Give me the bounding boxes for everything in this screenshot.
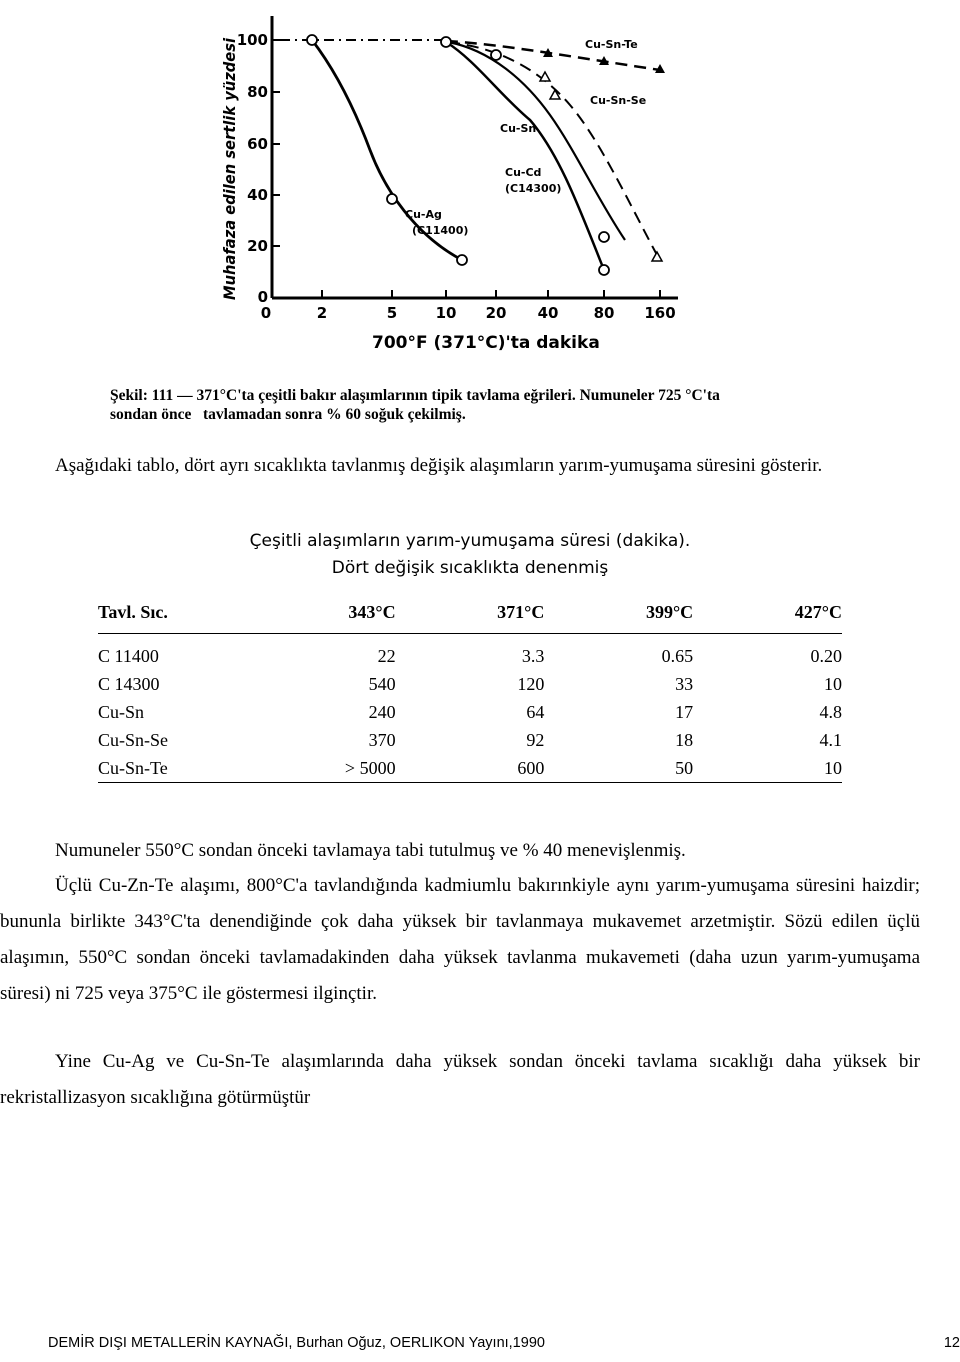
table-row: [98, 634, 842, 671]
x-tick-label: 80: [593, 304, 615, 322]
table-title-line-1: Çeşitli alaşımların yarım-yumuşama süresi (dakika).: [249, 531, 691, 551]
cell-value: 4.8: [819, 701, 842, 722]
y-tick-label: 20: [247, 237, 268, 255]
intro-paragraph: Aşağıdaki tablo, dört ayrı sıcaklıkta tavlanmış değişik alaşımların yarım-yumuşama süresini gösterir.: [55, 455, 823, 476]
y-axis-title: Muhafaza edilen sertlik yüzdesi: [220, 14, 239, 300]
cell-value: 18: [675, 729, 694, 750]
table-row: [98, 698, 842, 726]
cell-value: 4.1: [819, 729, 842, 750]
cell-value: 3.3: [521, 645, 545, 666]
cell-alloy: Cu-Sn: [98, 701, 145, 722]
cell-alloy: Cu-Sn-Se: [98, 729, 169, 750]
x-tick-label: 0: [260, 304, 272, 322]
page-footer: [48, 1335, 960, 1351]
half-softening-table: [98, 528, 842, 803]
cell-value: 10: [824, 673, 842, 694]
marker-cu-cd: [599, 232, 609, 242]
x-tick-label: 5: [386, 304, 398, 322]
table-header-row: [98, 602, 842, 634]
cell-value: > 5000: [344, 757, 396, 778]
caption-line-1: Şekil: 111 — 371°C'ta çeşitli bakır alaşımlarının tipik tavlama eğrileri. Numuneler 725 °C'ta: [110, 387, 720, 404]
marker-cu-sn-se: [652, 252, 662, 261]
cell-value: 64: [526, 701, 545, 722]
cell-value: 92: [526, 729, 545, 750]
marker-start: [441, 37, 451, 47]
body-paragraph-2: Yine Cu-Ag ve Cu-Sn-Te alaşımlarında daha yüksek sondan önceki tavlama sıcaklığı daha yüksek bir rekristallizasyon sıcaklığına götürmüştür: [0, 1051, 920, 1108]
marker-cu-ag: [457, 255, 467, 265]
table-title-line-2: Dört değişik sıcaklıkta denenmiş: [331, 558, 609, 578]
cell-value: 10: [824, 757, 842, 778]
curve-cu-cd: [446, 42, 604, 270]
y-tick-label: 0: [257, 288, 268, 306]
cell-value: 120: [517, 673, 545, 694]
marker-cu-cd: [491, 50, 501, 60]
x-tick-label: 10: [435, 304, 457, 322]
annealing-curves-figure: [200, 0, 700, 370]
cell-value: 240: [368, 701, 396, 722]
x-tick-label: 40: [537, 304, 559, 322]
x-tick-label: 160: [644, 304, 676, 322]
label-cu-sn-te: Cu-Sn-Te: [585, 38, 638, 51]
marker-cu-sn-se: [540, 72, 550, 81]
label-cu-sn-se: Cu-Sn-Se: [590, 94, 647, 107]
label-cu-ag: Cu-Ag: [405, 208, 442, 221]
marker-cu-cd: [599, 265, 609, 275]
label-cu-ag-code: (C11400): [412, 224, 469, 237]
cell-alloy: C 14300: [98, 673, 160, 694]
body-paragraph-1: Üçlü Cu-Zn-Te alaşımı, 800°C'a tavlandığında kadmiumlu bakırınkiyle aynı yarım-yumuşama süresini haizdir; bununla birlikte 343°C'ta denendiğinde çok daha yüksek bir tavlanmaya mukavemet arzetmiştir. Sözü edilen üçlü alaşımın, 550°C sondan önceki tavlamadakinden daha yüksek tavlanma mukavemeti (daha uzun yarım-yumuşama süresi) ni 725 veya 375°C ile göstermesi ilginçtir.: [0, 875, 920, 1004]
cell-alloy: Cu-Sn-Te: [98, 757, 168, 778]
label-cu-cd: Cu-Cd: [505, 166, 542, 179]
table-row: [98, 670, 842, 698]
label-cu-sn: Cu-Sn: [500, 122, 537, 135]
footer-text: DEMİR DIŞI METALLERİN KAYNAĞI, Burhan Oğuz, OERLIKON Yayını,1990: [48, 1335, 545, 1351]
cell-value: 600: [517, 757, 545, 778]
cell-value: 33: [675, 673, 694, 694]
table-row: [98, 754, 842, 783]
caption-line-2: sondan önce tavlamadan sonra % 60 soğuk çekilmiş.: [110, 406, 466, 423]
x-tick-label: 2: [316, 304, 328, 322]
page-number: 12: [943, 1335, 960, 1351]
x-axis-title: 700°F (371°C)'ta dakika: [372, 333, 600, 353]
cell-value: 22: [377, 645, 396, 666]
y-tick-label: 60: [247, 135, 268, 153]
table-bottom-rule: [98, 783, 842, 804]
y-tick-label: 80: [247, 83, 268, 101]
cell-value: 0.65: [661, 645, 694, 666]
label-cu-cd-code: (C14300): [505, 182, 562, 195]
marker-cu-ag: [387, 194, 397, 204]
y-tick-label: 100: [236, 31, 268, 49]
header-cell: Tavl. Sıc.: [98, 602, 262, 634]
table-row: [98, 726, 842, 754]
header-cell: 343°C: [262, 602, 396, 634]
x-tick-label: 20: [485, 304, 507, 322]
cell-value: 540: [368, 673, 396, 694]
figure-svg: [200, 0, 700, 370]
header-cell: 399°C: [544, 602, 693, 634]
curve-cu-sn: [448, 42, 625, 240]
table-note: Numuneler 550°C sondan önceki tavlamaya tabi tutulmuş ve % 40 menevişlenmiş.: [55, 840, 686, 861]
cell-alloy: C 11400: [98, 645, 159, 666]
cell-value: 17: [675, 701, 694, 722]
cell-value: 50: [675, 757, 694, 778]
cell-value: 0.20: [810, 645, 842, 666]
marker-cu-ag: [307, 35, 317, 45]
curve-cu-sn-se: [448, 42, 657, 255]
table-grid: [98, 602, 842, 803]
cell-value: 370: [368, 729, 396, 750]
y-tick-label: 40: [247, 186, 268, 204]
header-cell: 427°C: [693, 602, 842, 634]
header-cell: 371°C: [396, 602, 545, 634]
figure-caption: [110, 386, 870, 424]
